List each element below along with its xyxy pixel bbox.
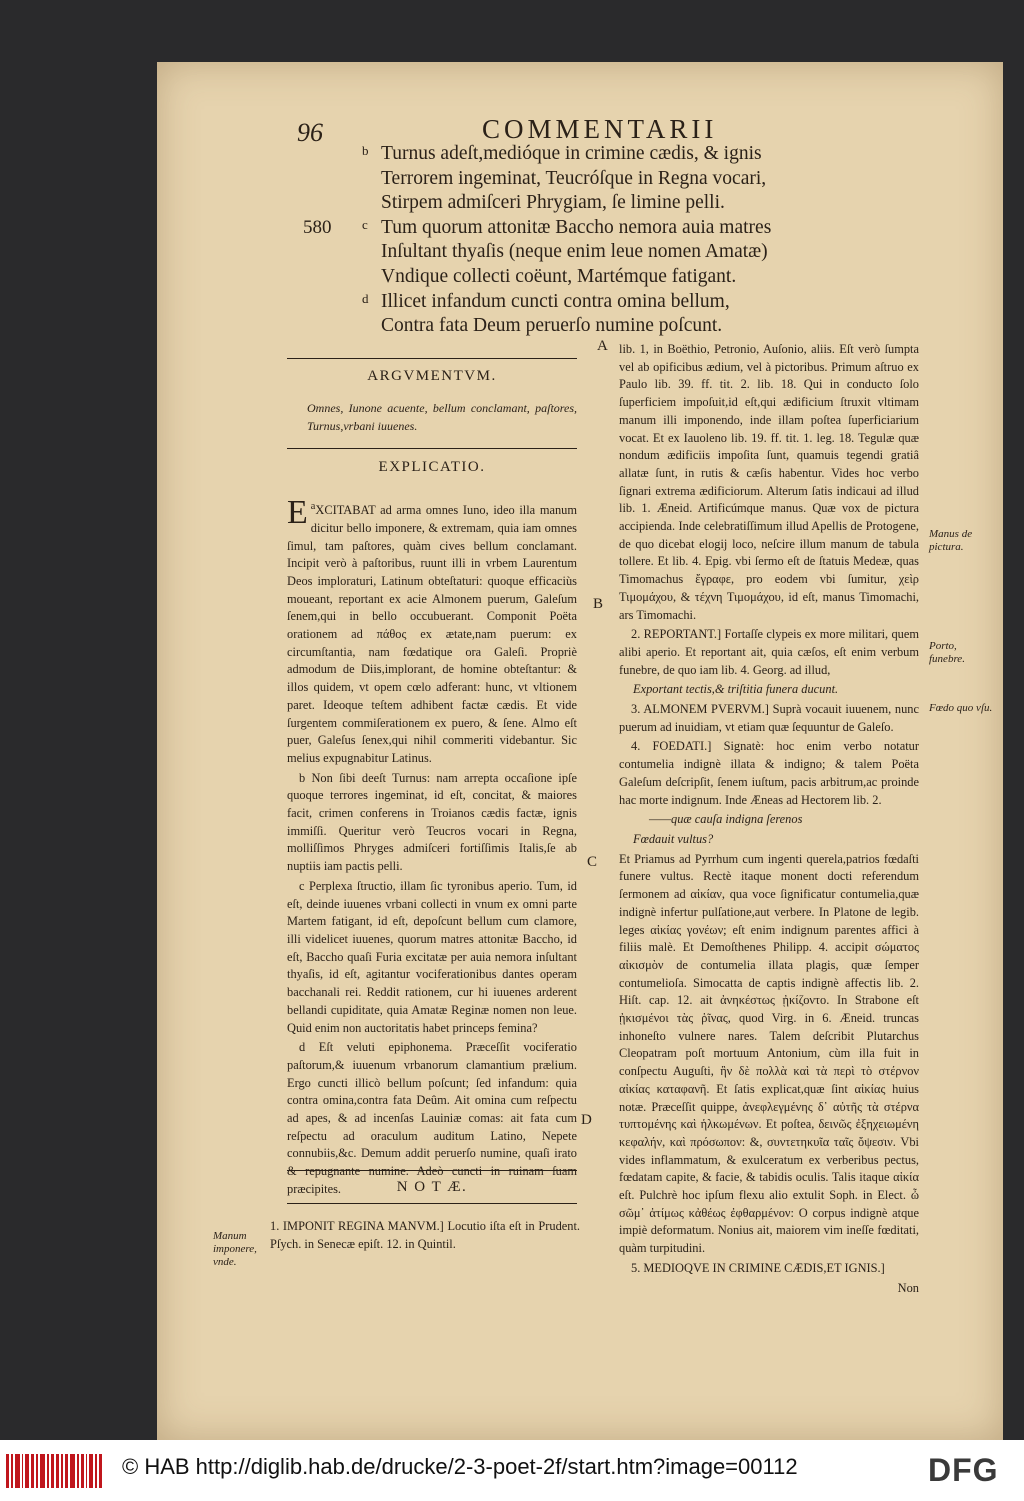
rule-divider <box>287 1203 577 1204</box>
right-column-text <box>619 341 919 1299</box>
verse-block <box>303 142 867 339</box>
verse-text: Vndique collecti coëunt, Martémque fatigant. <box>381 265 737 287</box>
margin-note-manus-de-pictura: Manus de pictura. <box>929 528 973 553</box>
verse-text: Turnus adeſt,medióque in crimine cædis, & ignis <box>381 143 762 164</box>
section-mark-C: C <box>587 854 598 870</box>
page-number: 96 <box>297 118 323 147</box>
margin-note-manum-imponere: Manum imponere, vnde. <box>213 1230 257 1268</box>
explicatio-heading: EXPLICATIO. <box>378 459 486 475</box>
verse-note-letter: d <box>362 290 369 306</box>
rule-divider <box>287 448 577 449</box>
quote-aeneid-b: Fœdauit vultus? <box>633 831 714 846</box>
verse-line <box>347 265 867 290</box>
verse-text: Terrorem ingeminat, Teucróſque in Regna vocari, <box>381 167 767 189</box>
margin-note-porto-funebre: Porto, funebre. <box>929 640 965 665</box>
notae-heading: N O T Æ. <box>396 1179 468 1195</box>
para-letter: d <box>299 1040 306 1055</box>
para-text: Eſt veluti epiphonema. Præceſſit vociferatio paſtorum,& iuuenum vrbanorum clamantium prælium. Ergo cuncti illicò bellum poſcunt; ſed infandum: quia contra omina,contra fata Deûm. Ait omina cum reſpectu ad apes, & ad incenſas Lauiniæ comas: ait fata cum reſpectu ad oraculum auditum Latino, Nepete connubiis,&c. Demum addit peruerſo numine, quaſi irato & repugnante numine. Adeò cuncti in ruinam ſuam præcipites. <box>287 1040 577 1196</box>
margin-note-foedo-quo-vsu: Fœdo quo vſu. <box>929 702 993 714</box>
verse-line <box>347 314 867 339</box>
note-4-foedati: 4. FOEDATI.] Signatè: hoc enim verbo notatur contumelia indignè illata & indigno; & talem Poëta Galeſum deſcripſit, ſenem iuſtum, pacis arbitrum,ac proinde hac morte indignum. Inde Æneas ad Hectorem lib. 2. <box>619 739 919 807</box>
verse-text: Stirpem admiſceri Phrygiam, ſe limine pelli. <box>381 192 725 214</box>
quote-georgics: Exportant tectis,& triſtitia funera ducunt. <box>633 682 839 697</box>
catchword: Non <box>897 1280 919 1295</box>
verse-line <box>347 142 867 167</box>
explicatio-para-a <box>287 494 577 768</box>
section-mark-A: A <box>597 338 608 354</box>
section-mark-D: D <box>581 1112 592 1128</box>
note-5-medioque: 5. MEDIOQVE IN CRIMINE CÆDIS,ET IGNIS.] <box>631 1260 885 1275</box>
verse-text: Tum quorum attonitæ Baccho nemora auia matres <box>381 216 772 238</box>
section-mark-B: B <box>593 596 604 612</box>
explicatio-para-d <box>287 1039 577 1198</box>
para-text: Perplexa ſtructio, illam ſic tyronibus aperio. Tum, id eſt, deinde iuuenes vrbani collecti in vnum ex omni parte Martem fatigant, id eſt, depoſcunt bellum cum clamore, illi videlicet iuuenes, quorum matres attonitæ Baccho, id eſt, Baccho quaſi Furia excitatæ per auia nemora inſultant thyaſis, id eſt, agitantur vociferationibus dantes operam bacchanali rei. Reddit rationem, cur hi iuuenes arderent bellandi cupiditate, quia Amatæ Reginæ nomen non leue. Quid enim non auctoritatis habet princeps femina? <box>287 878 577 1035</box>
para-text: XCITABAT ad arma omnes Iuno, ideo illa manum dicitur bello imponere, & extremam, quia iam omnes ſimul, tam paſtores, quàm cives bellum conclamant. Incipit verò à paſtoribus, ruunt illi in vrbem Laurentum Deos imploraturi, Latinum obteſtaturi: quoque efficaciùs moueant, reportant ex acie Almonem puerum, Galeſum ſenem,qui in bello occubuerant. Componit Poëta orationem ad πάθος ex ætate,nam puerum: ex circumſtantia, nam fœdatique ora Galeſi. Propriè admodum de Diis,implorant, de homine obteſtantur: & illos quidem, vt opem cœlo adferant: hunc, vt vltionem paret. Ideoque teſtem adhibent factæ cædis. Et vide ſurgentem commiſerationem ex puero, & ſene. Almo eſt puer, Galeſus ſenex,qui nihil commeriti videbantur. Sic melius expugnabitur Latinus. <box>287 503 577 765</box>
verse-text: Illicet infandum cuncti contra omina bellum, <box>381 290 730 312</box>
hab-barcode-logo-icon <box>6 1454 102 1488</box>
para-letter: b <box>299 770 306 785</box>
verse-line <box>347 191 867 216</box>
dfg-logo: DFG <box>928 1452 999 1488</box>
notae-first-note: 1. IMPONIT REGINA MANVM.] Locutio iſta eſt in Prudent. Pſych. in Senecæ epiſt. 12. in Quintil. <box>270 1219 580 1251</box>
book-page <box>157 62 1003 1440</box>
note-2-reportant: 2. REPORTANT.] Fortaſſe clypeis ex more militari, quem alibi aperio. Et reportant ait, quia cæſos, eſt enim verbum funebre, de quo iam lib. 4. Georg. ad illud, <box>619 627 919 677</box>
note-3-almonem: 3. ALMONEM PVERVM.] Suprà vocauit iuuenem, nunc puerum ad inuidiam, vt etiam quæ ſequuntur de Galeſo. <box>619 702 919 734</box>
verse-line <box>347 167 867 192</box>
verse-line <box>347 240 867 265</box>
note-para-A: lib. 1, in Boëthio, Petronio, Auſonio, aliis. Eſt verò ſumpta vel ab opificibus ædium, vel à pictoribus. Primum aſtruo ex Paulo lib. 39. ff. tit. 2. lib. 18. Qui in conducto ſolo ſuperficiem impoſuit,id eſt,qui ædificium ſtruxit vltimam manum illi imponendo, inde illam poſtea ſuperficiarium vocat. Et ex Iauoleno lib. 19. ff. tit. 1. leg. 18. Tegulæ quæ nondum ædificiis impoſita ſunt, quamuis tegendi gratiâ allatæ ſunt, in rutis & cæſis habentur. Vides hoc verbo ſignari extrema ædificiorum. Alterum ſatis indicaui ad illud lib. 1. Æneid. Artificúmque manus. Quæ vox de pictura accipienda. Inde celebratiſſimum illud Apellis de Protogene, de quo dicebat elogij loco, neſcire illum manum de tabula tollere. Et lib. 4. Epig. vbi ſermo eſt de ſtatuis Medeæ, quas Timomachus ἔγραφε, pro eodem vbi ſumitur, χεὶρ Τιμομάχου, & τέχνη Τιμομάχου, id eſt, manus Timomachi, ars Timomachi. <box>619 342 919 622</box>
running-head: COMMENTARII <box>482 114 718 144</box>
footer-bar <box>0 1440 1024 1501</box>
para-letter: c <box>299 878 305 893</box>
verse-line <box>347 290 867 315</box>
rule-divider <box>287 1170 577 1171</box>
para-text: Non ſibi deeſt Turnus: nam arrepta occaſione ipſe quoque terrores ingeminat, id eſt, concitat, & maiores facit, crimen conferens in Troianos cædis factæ, ignis immiſſi. Queritur verò Teucros vocari in Regna, molliſſimos Phryges admiſceri fortiſſimis Italis,ſe ab nuptiis iam pactis pelli. <box>287 770 577 874</box>
verse-note-letter: b <box>362 143 369 158</box>
verse-note-letter: c <box>362 216 368 232</box>
argumentum-text: Omnes, Iunone acuente, bellum conclamant, paſtores, Turnus,vrbani iuuenes. <box>307 401 577 433</box>
initial-letter: E <box>287 494 308 531</box>
verse-number: 580 <box>303 216 332 238</box>
verse-text: Inſultant thyaſis (neque enim leue nomen Amatæ) <box>381 241 768 263</box>
explicatio-para-b <box>287 770 577 876</box>
copyright-link[interactable]: © HAB http://diglib.hab.de/drucke/2-3-poet-2f/start.htm?image=00112 <box>122 1454 798 1479</box>
explicatio-text <box>287 494 577 1201</box>
quote-aeneid-a: ——quæ cauſa indigna ſerenos <box>649 812 803 827</box>
note-para-C: Et Priamus ad Pyrrhum cum ingenti querela,patrios fœdaſti funere vultus. Rectè itaque monent docti referendum ſermonem ad αἰκίαν, qua voce ſignificatur contumelia,quæ indignè infertur pulſatione,aut verbere. In Platone de legib. leges αἰκίας γονέων; eſt enim indignum parentes affici à filiis malè. Et Demoſthenes Philipp. 4. accipit σώματος αἰκισμὸν de contumelia illata plagis, quæ ſemper contumelioſa. Simocatta de captis indignè affectis lib. 2. Hiſt. cap. 12. ait ἀνηκέστως ᾐκίζοντο. In Strabone eſt ᾐκισμένοι τὰς ῥῖνας, quod Virg. in 6. Æneid. truncas inhoneſto vulnere nares. Talem deſcribit Plutarchus Cleopatram poſt mortuum Antonium, cùm illa fuit in conſpectu Auguſti, ἣν δὲ πολλὰ καὶ τὰ περὶ τὸ στέρνον αἰκίας καταφανῆ. Et ſatis explicat,quæ ſint αἰκίας huius notæ. Præceſſit quippe, ἀνεφλεγμένης δ᾽ αὐτῆς τὰ στέρνα τυπτομένης καὶ ἡλκωμένων. Et poſtea, δεινῶς ἐξηχειωμένη κεφαλήν, καὶ πρόσωπον: &, συντετηκυῖα ταῖς ὄψεσιν. Vbi vides inflammatum, & exulceratum ex verberibus pectus, fœdatam capite, & facie, & tabidis oculis. Talis itaque αἰκία eſt. Pulchrè hoc ipſum flexu alio extulit Soph. in Elect. ὦ σῶμ᾽ ἀτίμως κἀθέως ἐφθαρμένον: O corpus indignè atque impiè deformatum. Nonius ait, maiorem vim ineſſe fœditati, quàm turpitudini. <box>619 851 919 1256</box>
verse-line <box>303 216 867 241</box>
para-letter: a <box>310 501 316 512</box>
verse-text: Contra fata Deum peruerſo numine poſcunt. <box>381 315 723 337</box>
argumentum-heading: ARGVMENTVM. <box>367 368 497 384</box>
rule-divider <box>287 358 577 359</box>
explicatio-para-c <box>287 878 577 1037</box>
